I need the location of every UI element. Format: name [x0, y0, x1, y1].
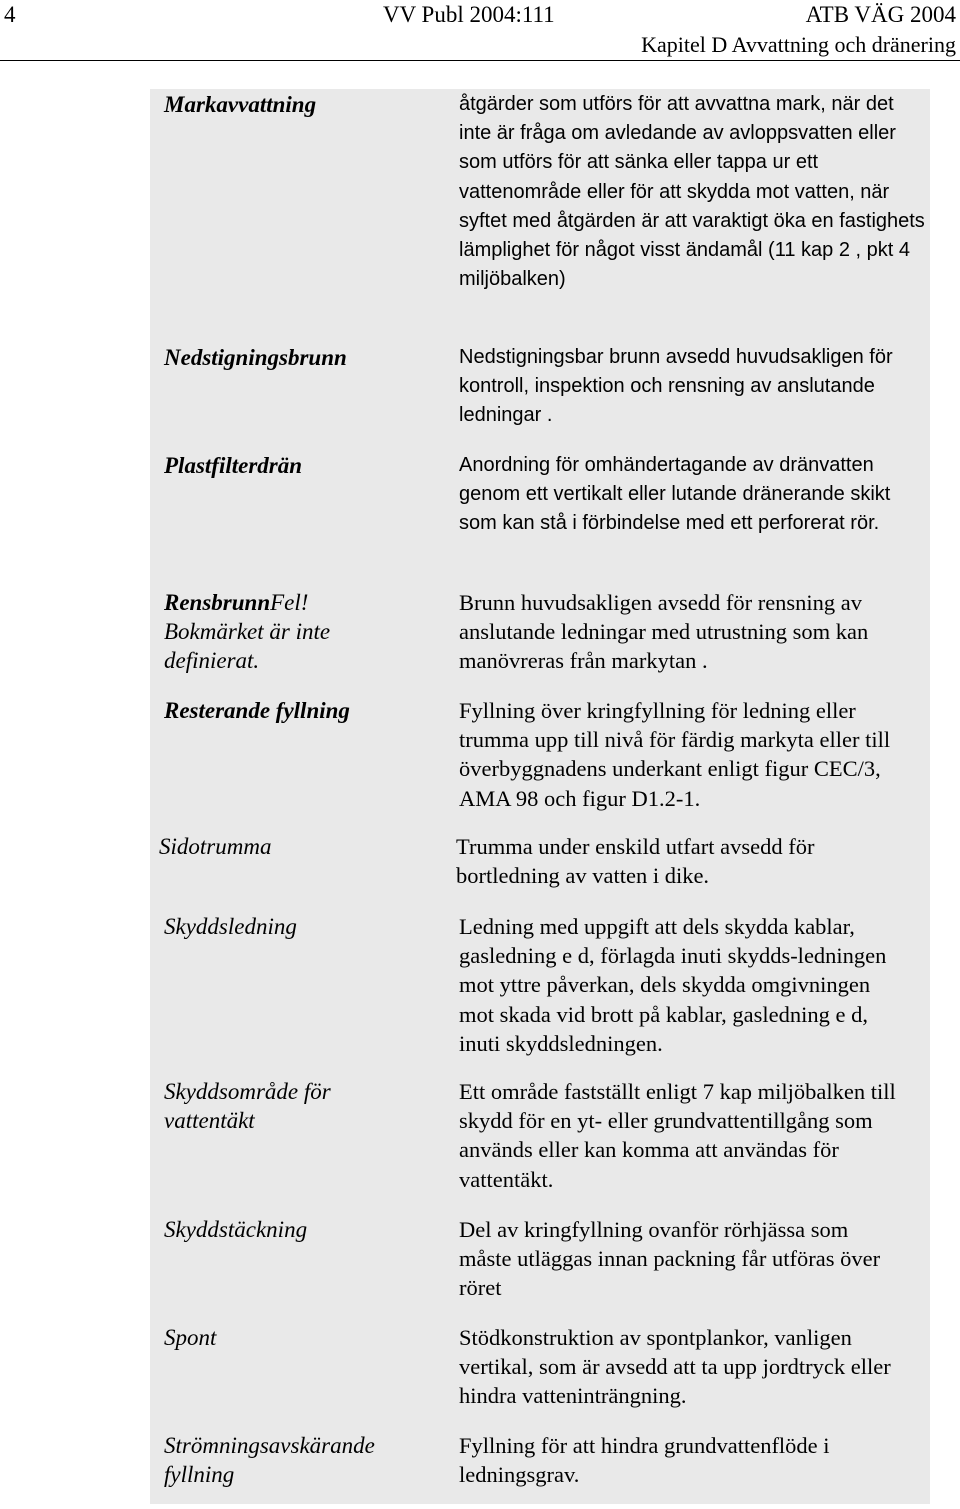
definition-skyddstackning: Del av kringfyllning ovanför rörhjässa som måste utläggas innan packning får utföras över röret [459, 1217, 881, 1301]
term-rensbrunn [164, 588, 364, 675]
definition-sidotrumma: Trumma under enskild utfart avsedd för bortledning av vatten i dike. [456, 834, 815, 889]
term-sidotrumma: Sidotrumma [159, 834, 272, 859]
term-skyddsomrade-for-vattentakt: Skyddsområde för vattentäkt [164, 1079, 331, 1133]
term-plastfilterdran: Plastfilterdrän [164, 453, 303, 478]
definition-plastfilterdran: Anordning för omhändertagande av dränvatten genom ett vertikalt eller lutande dränerande skikt som kan stå i förbindelse med ett perforerat rör. [459, 454, 891, 535]
term-rensbrunn-label: Rensbrunn [164, 590, 271, 615]
definition-rensbrunn: Brunn huvudsakligen avsedd för rensning av anslutande ledningar med utrustning som kan manövreras från markytan . [459, 590, 869, 674]
page-number: 4 [4, 2, 16, 27]
definition-skyddsledning: Ledning med uppgift att dels skydda kablar, gasledning e d, förlagda inuti skydds-ledningen mot yttre påverkan, dels skydda omgivningen mot skada vid brott på kablar, gasledning e d, inuti skyddsledningen. [459, 914, 887, 1056]
chapter-title: Kapitel D Avvattning och dränering [641, 32, 956, 57]
term-markavvattning: Markavvattning [164, 92, 317, 117]
definition-resterande-fyllning: Fyllning över kringfyllning för ledning eller trumma upp till nivå för färdig markyta eller till överbyggnadens underkant enligt figur CEC/3, AMA 98 och figur D1.2-1. [459, 698, 891, 811]
definition-skyddsomrade-for-vattentakt: Ett område fastställt enligt 7 kap miljöbalken till skydd för en yt- eller grundvattentillgång som används eller kan komma att användas för vattentäkt. [459, 1079, 896, 1192]
publication-id: VV Publ 2004:111 [383, 2, 555, 27]
header-divider [0, 60, 960, 61]
publisher-title: ATB VÄG 2004 [805, 2, 956, 27]
term-skyddsledning: Skyddsledning [164, 914, 297, 939]
term-stromningsavskarande-fyllning: Strömningsavskärande fyllning [164, 1433, 375, 1487]
term-resterande-fyllning: Resterande fyllning [164, 698, 350, 723]
page-header [0, 0, 960, 62]
definition-markavvattning: åtgärder som utförs för att avvattna mark, när det inte är fråga om avledande av avloppsvatten eller som utförs för att sänka eller tappa ur ett vattenområde eller för att skydda mot vatten, när syftet med åtgärden är att varaktigt öka en fastighets lämplighet för något visst ändamål (11 kap 2 , pkt 4 miljöbalken) [459, 93, 925, 291]
term-spont: Spont [164, 1325, 217, 1350]
term-skyddstackning: Skyddstäckning [164, 1217, 308, 1242]
definition-nedstigningsbrunn: Nedstigningsbar brunn avsedd huvudsakligen för kontroll, inspektion och rensning av anslutande ledningar . [459, 346, 893, 427]
term-nedstigningsbrunn: Nedstigningsbrunn [164, 345, 347, 370]
bookmark-error-note: Fel! Bokmärket är inte definierat. [164, 590, 331, 673]
definition-spont: Stödkonstruktion av spontplankor, vanligen vertikal, som är avsedd att ta upp jordtryck eller hindra vatteninträngning. [459, 1325, 891, 1409]
definition-stromningsavskarande-fyllning: Fyllning för att hindra grundvattenflöde i ledningsgrav. [459, 1433, 830, 1488]
